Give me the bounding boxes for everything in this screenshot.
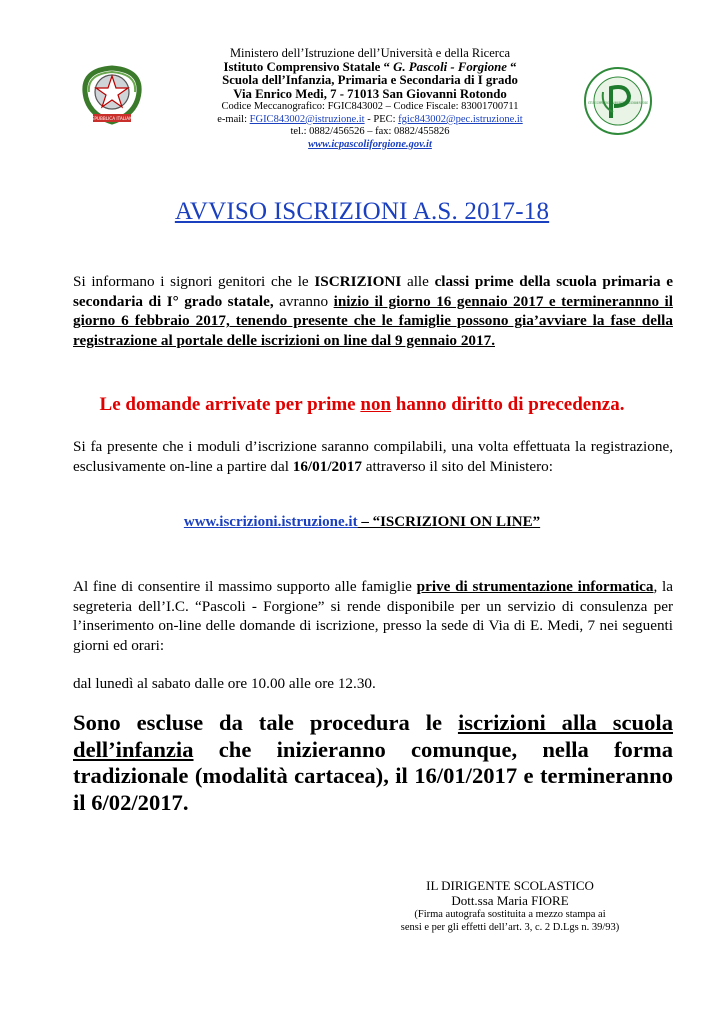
notice-title: AVVISO ISCRIZIONI A.S. 2017-18	[174, 198, 550, 225]
signatory-role: IL DIRIGENTE SCOLASTICO	[426, 878, 594, 893]
seal-text: ISTITUTO COMPRENSIVO GIOVANNI PASCOLI SAN GIOVANNI ROTONDO	[588, 101, 649, 105]
p3-no-equipment: prive di strumentazione informatica	[416, 578, 654, 595]
p4-text-1: Sono escluse da tale procedura le	[73, 710, 458, 735]
notice-non: non	[360, 394, 392, 415]
institute-seal	[583, 66, 653, 136]
office-hours: dal lunedì al sabato dalle ore 10.00 alle ore 12.30.	[73, 675, 376, 692]
ministry-name: Ministero dell’Istruzione dell’Università e della Ricerca	[229, 46, 511, 60]
pec-link[interactable]: fgic843002@pec.istruzione.it	[398, 113, 523, 125]
pec-label: - PEC:	[364, 113, 399, 125]
emblem-text: REPUBBLICA ITALIANA	[88, 116, 136, 121]
p2-date: 16/01/2017	[292, 457, 362, 475]
p1-text-2: alle	[401, 273, 435, 290]
paragraph-support	[73, 577, 673, 655]
institute-name: G. Pascoli - Forgione	[393, 59, 507, 74]
schools-line: Scuola dell’Infanzia, Primaria e Secondaria di I grado	[222, 73, 518, 88]
paragraph-online-forms	[73, 437, 673, 476]
paragraph-kindergarten-exclusion	[73, 710, 673, 816]
iscrizioni-online-label: – “ISCRIZIONI ON LINE”	[357, 514, 541, 530]
p2-text-2: attraverso il sito del Ministero:	[361, 457, 553, 475]
p1-iscrizioni: ISCRIZIONI	[314, 273, 402, 290]
precedence-notice	[0, 394, 724, 416]
institute-prefix: Istituto Comprensivo Statale “	[223, 59, 394, 74]
notice-part-c: hanno diritto di precedenza.	[391, 394, 625, 415]
p1-text-3: avranno	[273, 292, 334, 310]
p2-text-1: Si fa presente che i moduli d’iscrizione saranno compilabili, una volta effettuata la registrazione, esclusivamente on-line a partire dal	[73, 438, 673, 475]
phone-line: tel.: 0882/456526 – fax: 0882/455826	[290, 126, 450, 138]
iscrizioni-link[interactable]: www.iscrizioni.istruzione.it	[183, 514, 358, 530]
codes-line: Codice Meccanografico: FGIC843002 – Codice Fiscale: 83001700711	[221, 101, 519, 113]
paragraph-enrollment-dates	[73, 272, 673, 350]
signature-note-2: sensi e per gli effetti dell’art. 3, c. 2 D.Lgs n. 39/93)	[400, 922, 620, 933]
p3-text-1: Al fine di consentire il massimo supporto alle famiglie	[73, 578, 417, 595]
signature-note-1: (Firma autografa sostituita a mezzo stampa ai	[414, 909, 606, 920]
email-label: e-mail:	[217, 113, 250, 125]
email-link[interactable]: FGIC843002@istruzione.it	[249, 113, 365, 125]
p1-dates: inizio il giorno 16 gennaio 2017 e terminerannno il giorno 6 febbraio 2017, tenendo presente che le famiglie possono gia’avviare la fase della registrazione al portale delle iscrizioni on line dal 9 gennaio 2017.	[73, 292, 674, 349]
address-line: Via Enrico Medi, 7 - 71013 San Giovanni Rotondo	[233, 86, 507, 101]
p3-text-2: , la segreteria dell’I.C. “Pascoli - Forgione” si rende disponibile per un servizio di consulenza per l’inserimento on-line delle domande di iscrizione, presso la sede di Via di E. Medi, 7 nei seguenti giorni ed orari:	[73, 578, 673, 654]
notice-part-a: Le domande arrivate per prime	[99, 394, 361, 415]
signatory-name: Dott.ssa Maria FIORE	[451, 893, 569, 908]
institute-line	[150, 61, 590, 75]
registration-link-line	[0, 514, 724, 531]
website-link[interactable]: www.icpascoliforgione.gov.it	[308, 138, 432, 150]
p4-kindergarten: iscrizioni alla scuola dell’infanzia	[73, 710, 673, 762]
institute-suffix: “	[506, 59, 517, 74]
email-line	[150, 114, 590, 127]
p1-classes: classi prime della scuola primaria e secondaria di I° grado statale,	[73, 273, 673, 310]
p4-text-2: che inizieranno comunque, nella forma tradizionale (modalità cartacea), il 16/01/2017 e termineranno il 6/02/2017.	[73, 736, 673, 815]
republic-emblem	[75, 62, 149, 128]
letterhead	[150, 47, 590, 151]
signature-block	[380, 878, 640, 934]
p1-text-1: Si informano i signori genitori che le	[73, 273, 315, 290]
